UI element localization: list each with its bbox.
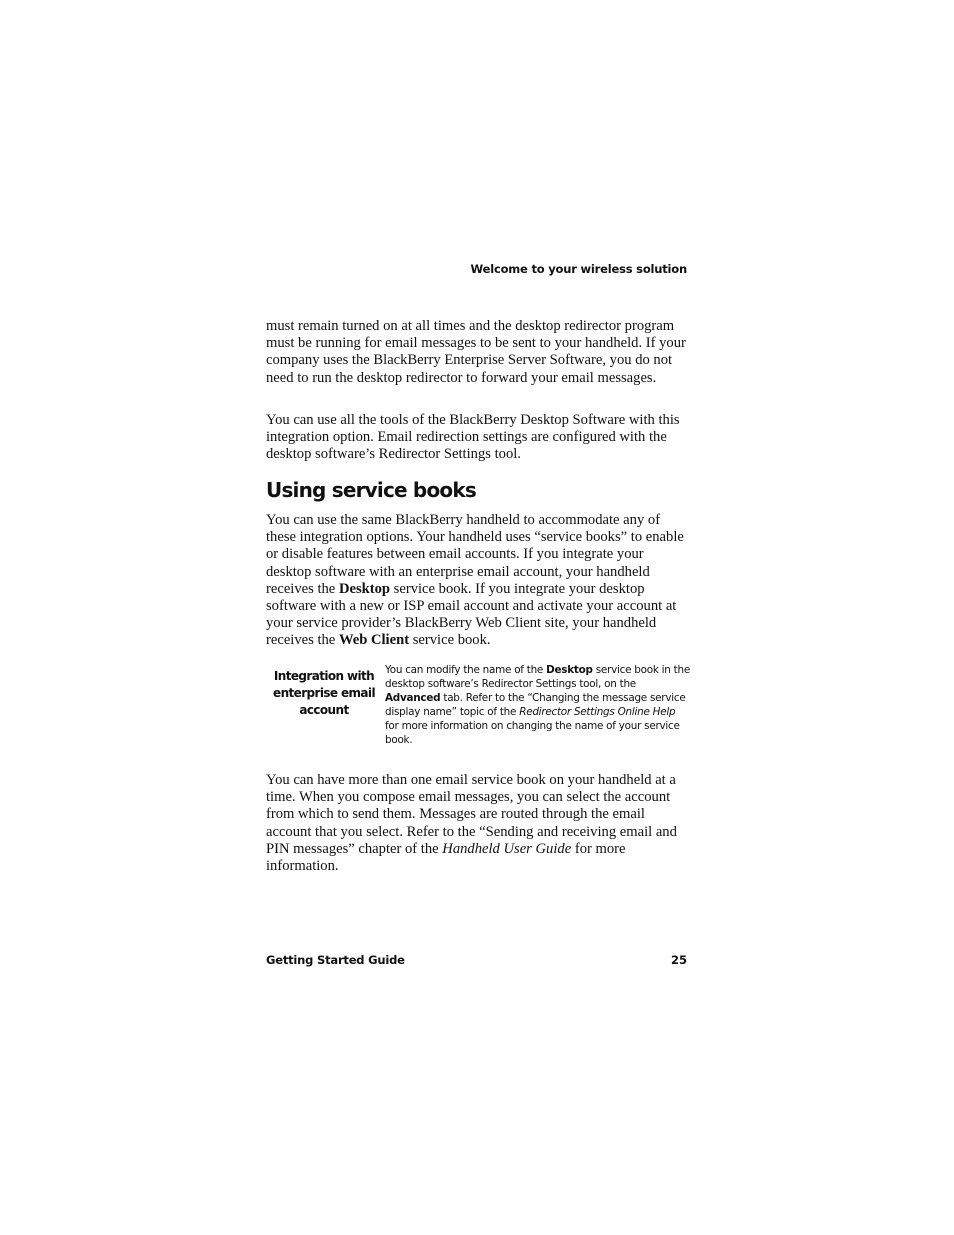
note-text: You can modify the name of the Desktop service book in the desktop software’s Redirector Settings tool, on the Advanced tab. Refer to the “Changing the message service display name” topic of the Redirector Settings Online Help for more information on changing the name of your service book. bbox=[385, 664, 690, 746]
desktop-term: Desktop bbox=[338, 580, 391, 597]
paragraph-multiple-books: You can have more than one email service book on your handheld at a time. When you compose email messages, you can select the account from which to send them. Messages are routed through the email account that you select. Refer to the “Sending and receiving email and PIN messages” chapter of the Handheld User Guide for more information. bbox=[266, 772, 677, 875]
footer-guide-name: Getting Started Guide bbox=[266, 953, 405, 967]
note-desktop-term: Desktop bbox=[546, 664, 593, 676]
user-guide-title: Handheld User Guide bbox=[442, 840, 572, 857]
running-header: Welcome to your wireless solution bbox=[470, 262, 687, 276]
paragraph-tools: You can use all the tools of the BlackBerry Desktop Software with this integration option. Email redirection settings are configured with the desktop software’s Redirector Settings tool. bbox=[266, 412, 680, 463]
footer-page-number: 25 bbox=[670, 953, 687, 967]
section-heading: Using service books bbox=[266, 478, 476, 502]
web-client-term: Web Client bbox=[338, 632, 410, 649]
note-label: Integration with enterprise email account bbox=[273, 669, 375, 718]
paragraph-service-books: You can use the same BlackBerry handheld to accommodate any of these integration options. Your handheld uses “service books” to enable or disable features between email accounts. If you integrate your desktop software with an enterprise email account, your handheld receives the Desktop service book. If you integrate your desktop software with a new or ISP email account and activate your account at your service provider’s BlackBerry Web Client site, your handheld receives the Web Client service book. bbox=[266, 512, 684, 649]
note-help-title: Redirector Settings Online Help bbox=[519, 706, 676, 718]
paragraph-continuation: must remain turned on at all times and the desktop redirector program must be running for email messages to be sent to your handheld. If your company uses the BlackBerry Enterprise Server Software, you do not need to run the desktop redirector to forward your email messages. bbox=[266, 318, 686, 386]
note-advanced-term: Advanced bbox=[385, 692, 441, 704]
